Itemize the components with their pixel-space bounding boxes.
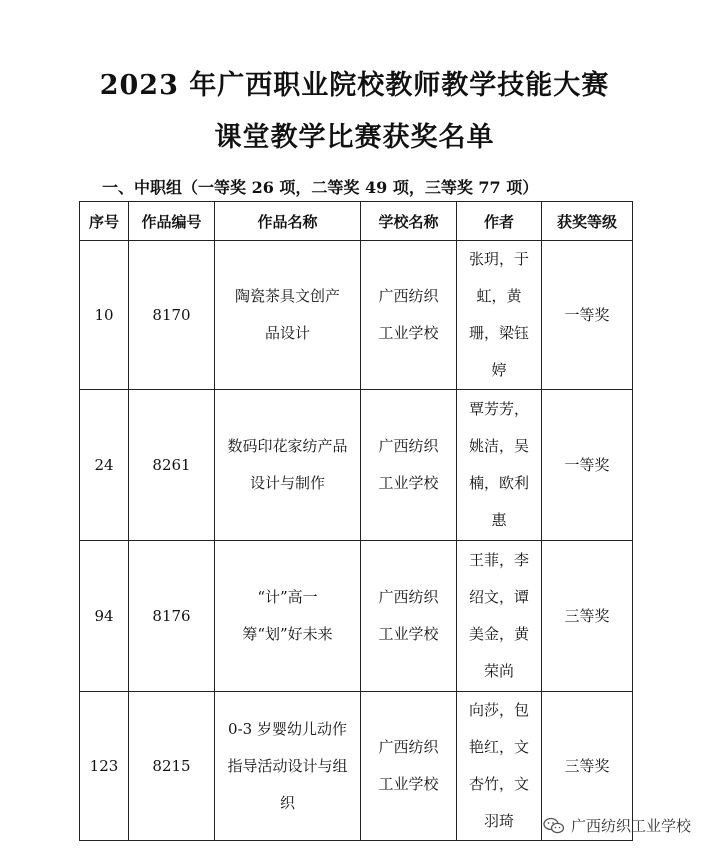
cell-authors: 王菲，李绍文，谭美金，黄荣尚 bbox=[457, 541, 542, 692]
cell-code: 8176 bbox=[129, 541, 215, 692]
cell-work: 0-3 岁婴幼儿动作指导活动设计与组织 bbox=[215, 692, 361, 841]
cell-school: 广西纺织工业学校 bbox=[361, 390, 457, 541]
table-row bbox=[80, 541, 633, 692]
table-header-row bbox=[80, 202, 633, 241]
cell-code: 8215 bbox=[129, 692, 215, 841]
cell-authors: 张玥，于虹，黄珊，梁钰婷 bbox=[457, 241, 542, 390]
watermark-label: 广西纺织工业学校 bbox=[570, 817, 691, 835]
document-title: 2023 年广西职业院校教师教学技能大赛 bbox=[99, 70, 610, 101]
cell-work: “计”高一筹“划”好未来 bbox=[215, 541, 361, 692]
header-no: 序号 bbox=[80, 202, 129, 241]
cell-authors: 覃芳芳，姚洁，吴楠，欧利惠 bbox=[457, 390, 542, 541]
header-authors: 作者 bbox=[457, 202, 542, 241]
cell-code: 8170 bbox=[129, 241, 215, 390]
wechat-icon bbox=[543, 817, 565, 835]
cell-no: 94 bbox=[80, 541, 129, 692]
cell-authors: 向莎，包艳红，文杏竹，文羽琦 bbox=[457, 692, 542, 841]
cell-award: 一等奖 bbox=[542, 241, 633, 390]
cell-no: 123 bbox=[80, 692, 129, 841]
cell-no: 24 bbox=[80, 390, 129, 541]
cell-award: 一等奖 bbox=[542, 390, 633, 541]
cell-no: 10 bbox=[80, 241, 129, 390]
cell-school: 广西纺织工业学校 bbox=[361, 692, 457, 841]
cell-award: 三等奖 bbox=[542, 541, 633, 692]
header-work: 作品名称 bbox=[215, 202, 361, 241]
watermark bbox=[543, 815, 691, 836]
header-school: 学校名称 bbox=[361, 202, 457, 241]
cell-award: 三等奖 bbox=[542, 692, 633, 841]
section-heading: 一、中职组（一等奖 26 项，二等奖 49 项，三等奖 77 项） bbox=[102, 178, 539, 197]
awards-table bbox=[79, 201, 633, 841]
cell-school: 广西纺织工业学校 bbox=[361, 541, 457, 692]
document-subtitle: 课堂教学比赛获奖名单 bbox=[214, 122, 495, 153]
table-row bbox=[80, 390, 633, 541]
header-award: 获奖等级 bbox=[542, 202, 633, 241]
table-row bbox=[80, 241, 633, 390]
cell-work: 数码印花家纺产品设计与制作 bbox=[215, 390, 361, 541]
cell-code: 8261 bbox=[129, 390, 215, 541]
header-code: 作品编号 bbox=[129, 202, 215, 241]
cell-school: 广西纺织工业学校 bbox=[361, 241, 457, 390]
cell-work: 陶瓷茶具文创产品设计 bbox=[215, 241, 361, 390]
